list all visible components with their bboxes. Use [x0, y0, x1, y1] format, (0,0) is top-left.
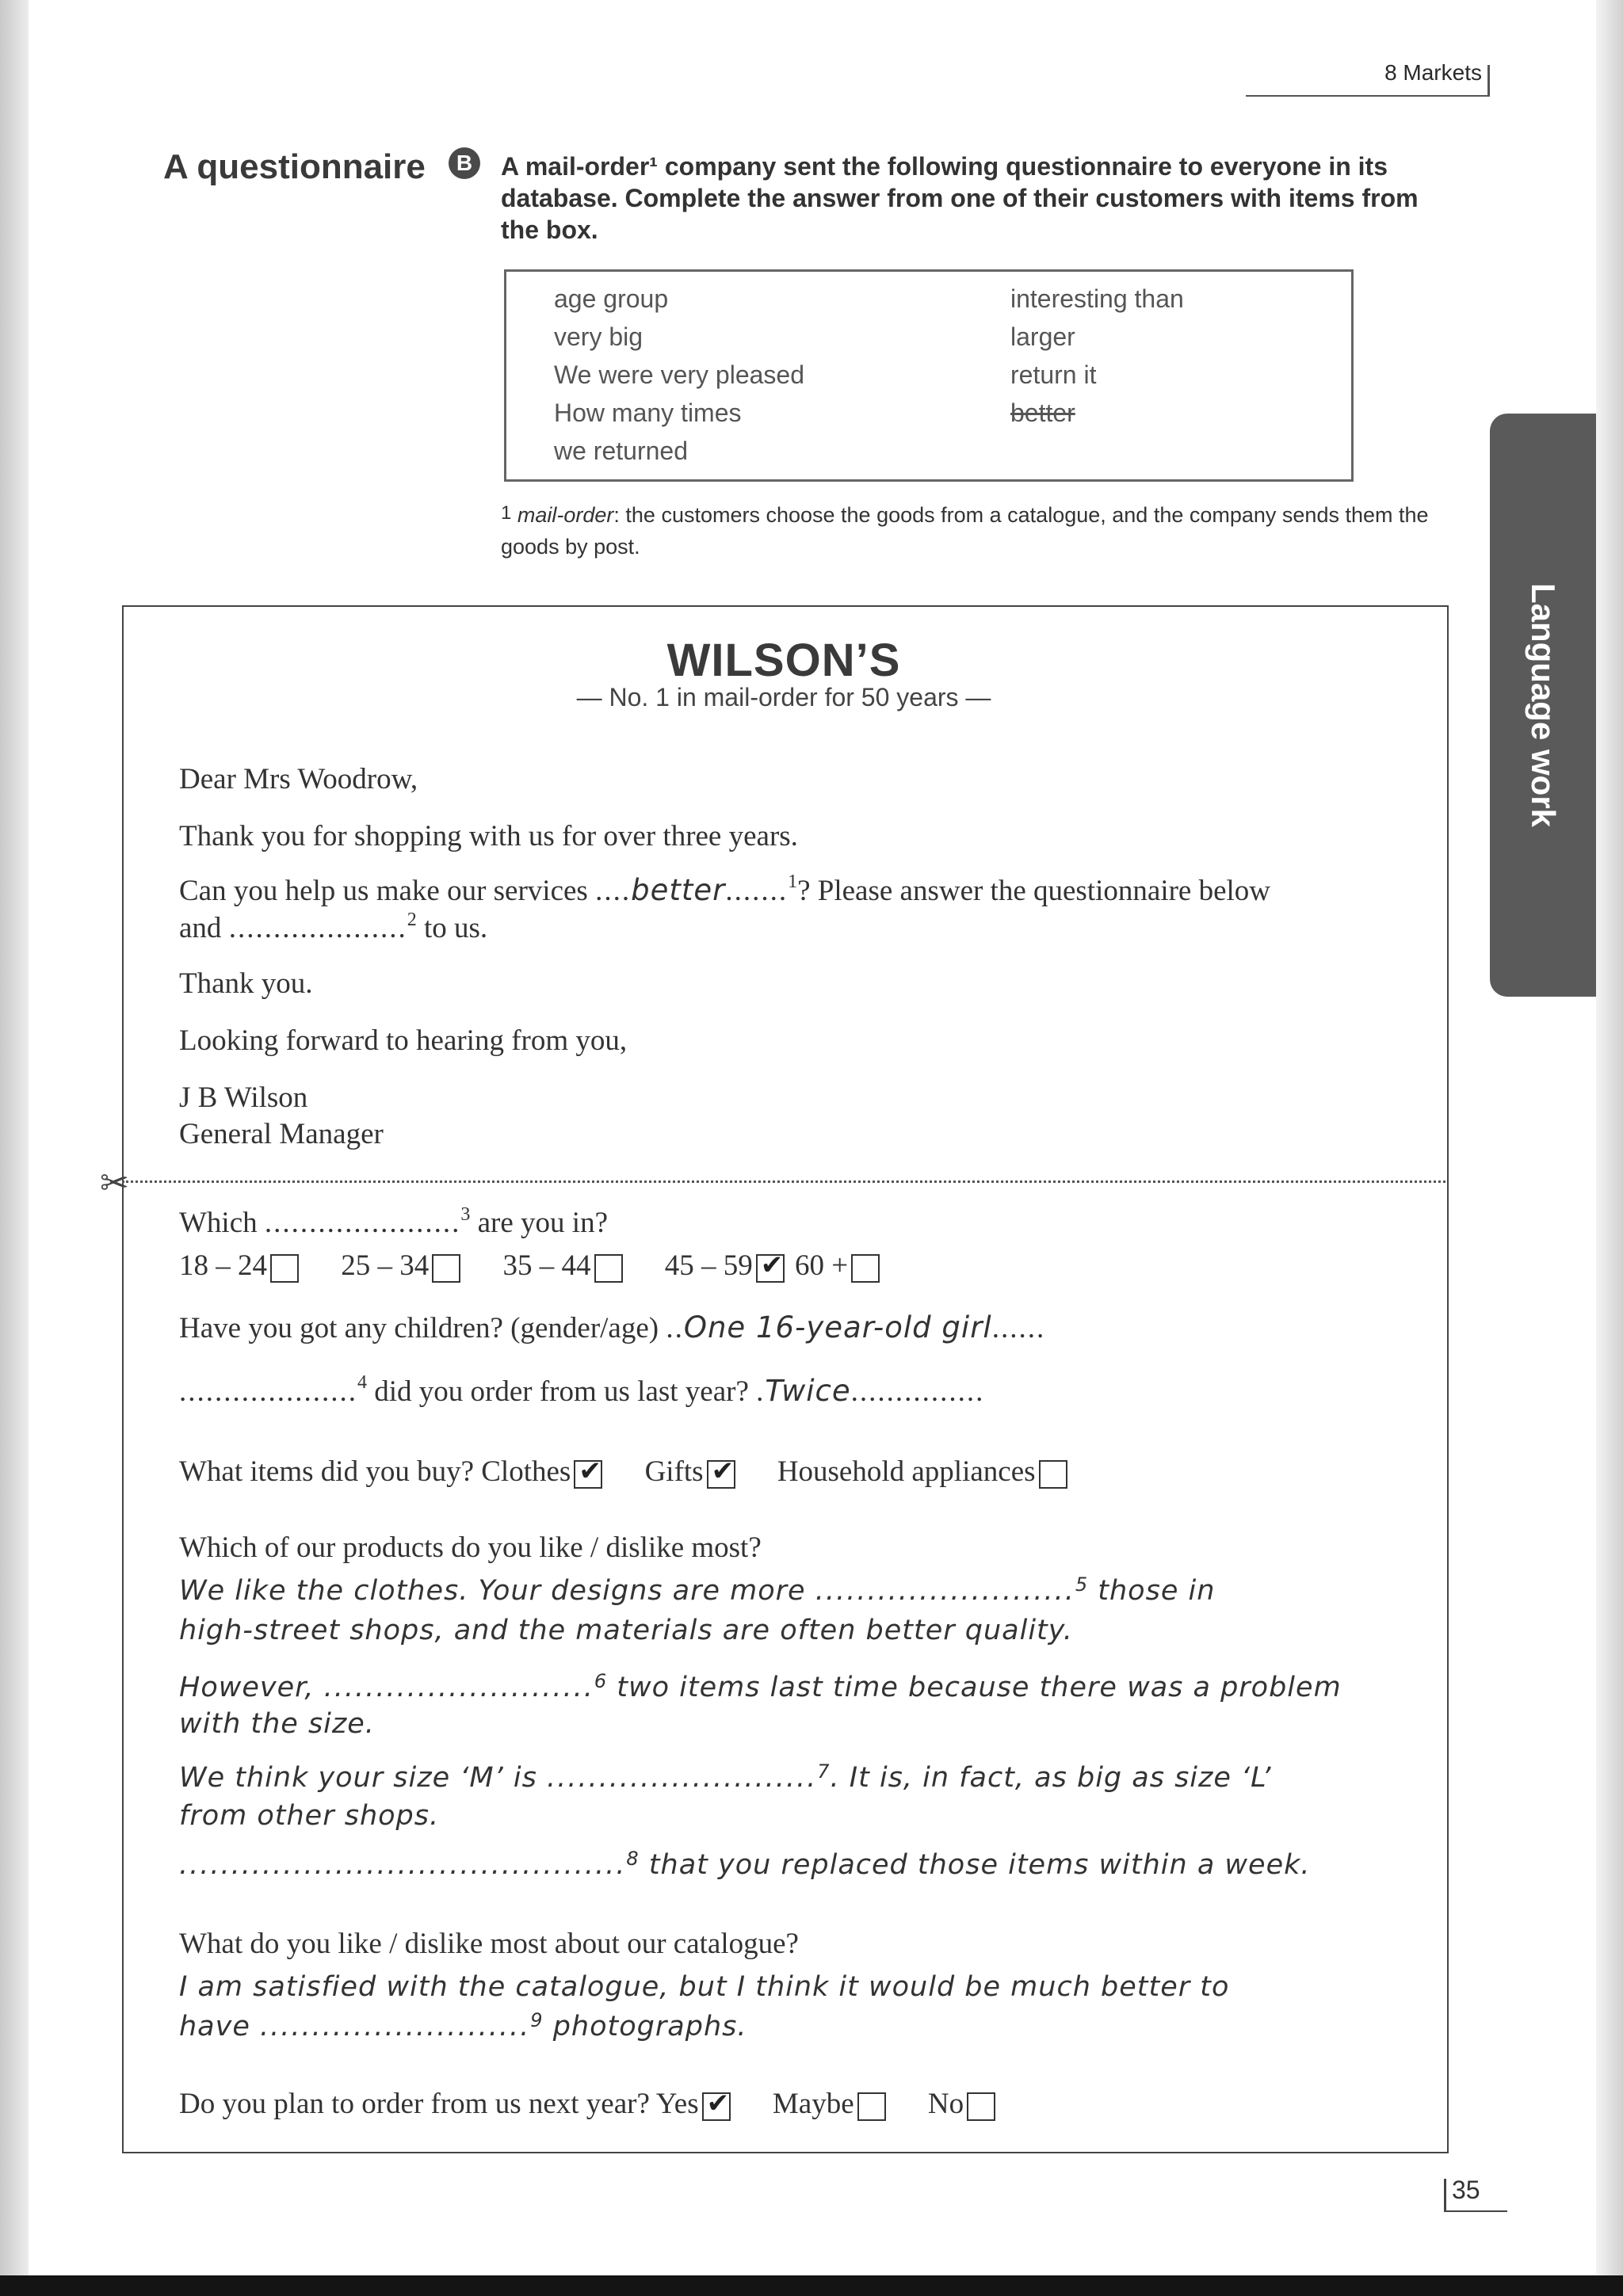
answer-products-line-6: from other shops.: [179, 1800, 440, 1832]
running-head-text: 8 Markets: [1384, 60, 1482, 85]
gap-9: ..........................: [260, 2011, 531, 2042]
age-18-24-checkbox[interactable]: [270, 1254, 299, 1283]
yes-checkbox[interactable]: [702, 2092, 731, 2121]
word-box-item-used: better: [1010, 399, 1075, 427]
word-box-item: How many times: [554, 399, 742, 427]
gap-6: ..........................: [323, 1672, 594, 1703]
clothes-checkbox[interactable]: [574, 1460, 602, 1489]
gap-8: ...........................................: [179, 1849, 627, 1881]
question-products: Which of our products do you like / dislike most?: [179, 1531, 762, 1564]
gap-4: ....................: [179, 1375, 357, 1408]
word-box-item: age group: [554, 284, 669, 313]
letter-paragraph-2-cont: and ....................$^2$ to us.: [179, 910, 488, 944]
no-checkbox[interactable]: [967, 2092, 995, 2121]
word-box-item: we returned: [554, 437, 688, 465]
word-box-column-2: [1010, 280, 1184, 432]
signer-name: J B Wilson: [179, 1081, 308, 1114]
question-catalogue: What do you like / dislike most about our catalogue?: [179, 1928, 799, 1960]
signer-title: General Manager: [179, 1118, 384, 1150]
scissors-icon: ✂: [100, 1164, 129, 1203]
letter-thanks: Thank you.: [179, 967, 313, 1000]
gap-1-answer: better: [631, 873, 726, 907]
answer-products-line-3: However, ..........................$^6$ two items last time because there was a problem: [179, 1670, 1342, 1703]
brand-name: WILSON’S: [666, 635, 901, 686]
age-60-plus-checkbox[interactable]: [851, 1254, 880, 1283]
gap-7: ..........................: [546, 1762, 818, 1794]
children-answer: One 16-year-old girl: [683, 1310, 992, 1344]
exercise-letter-badge: B: [449, 147, 480, 179]
answer-catalogue-line-1: I am satisfied with the catalogue, but I think it would be much better to: [179, 1971, 1230, 2003]
question-children: Have you got any children? (gender/age) ..One 16-year-old girl......: [179, 1310, 1046, 1344]
side-tab-label: Language work: [1525, 582, 1562, 828]
answer-catalogue-line-2: have ..........................$^9$ photographs.: [179, 2009, 747, 2042]
household-appliances-checkbox[interactable]: [1039, 1460, 1067, 1489]
brand-tagline: — No. 1 in mail-order for 50 years —: [576, 683, 991, 711]
word-box-item: larger: [1010, 322, 1075, 351]
running-head: [1246, 57, 1490, 97]
answer-products-line-5: We think your size ‘M’ is ..........................$^7$. It is, in fact, as big as size ‘L’: [179, 1760, 1272, 1794]
letter-paragraph-1: Thank you for shopping with us for over three years.: [179, 820, 798, 852]
question-next-year: Do you plan to order from us next year? Yes✔ Maybe No: [179, 2087, 999, 2121]
maybe-checkbox[interactable]: [857, 2092, 886, 2121]
question-order-count: ....................$^4$ did you order from us last year? .Twice...............: [179, 1372, 985, 1408]
gap-3: ......................: [264, 1207, 461, 1239]
gap-5: .........................: [815, 1575, 1075, 1607]
gap-2: ....................: [228, 912, 407, 944]
answer-products-line-1: We like the clothes. Your designs are more .........................$^5$ those in: [179, 1573, 1216, 1607]
page-edge: [1596, 0, 1623, 2296]
cut-line: [122, 1180, 1445, 1183]
footnote-marker: 1: [501, 502, 512, 524]
word-box-column-1: [554, 280, 804, 470]
letter-closing: Looking forward to hearing from you,: [179, 1024, 628, 1057]
footnote: [501, 499, 1436, 563]
section-title: A questionnaire: [163, 147, 426, 186]
page-gutter-shadow: [0, 0, 29, 2296]
answer-products-line-7: ...........................................$^8$ that you replaced those items within a week.: [179, 1848, 1311, 1881]
age-25-34-checkbox[interactable]: [432, 1254, 460, 1283]
age-45-59-checkbox[interactable]: [756, 1254, 785, 1283]
answer-products-line-2: high-street shops, and the materials are often better quality.: [179, 1615, 1073, 1646]
word-box-item: We were very pleased: [554, 360, 804, 389]
word-box: [504, 269, 1354, 482]
footnote-term: mail-order: [517, 503, 614, 527]
answer-products-line-4: with the size.: [179, 1708, 375, 1740]
age-options: 18 – 24 25 – 34 35 – 44 45 – 59✔ 60 +: [179, 1249, 883, 1283]
order-count-answer: Twice: [765, 1374, 851, 1408]
letter-paragraph-2: Can you help us make our services ....better.......$^1$? Please answer the questionnaire below: [179, 871, 1271, 907]
scan-bottom-edge: [0, 2275, 1623, 2296]
question-items: What items did you buy? Clothes✔ Gifts✔ Household appliances: [179, 1455, 1071, 1489]
word-box-item: very big: [554, 322, 643, 351]
exercise-instructions: A mail-order¹ company sent the following questionnaire to everyone in its database. Complete the answer from one of their customers with items from the box.: [501, 152, 1419, 244]
word-box-item: interesting than: [1010, 284, 1184, 313]
age-35-44-checkbox[interactable]: [594, 1254, 623, 1283]
footnote-text: : the customers choose the goods from a catalogue, and the company sends them the goods by post.: [501, 503, 1429, 559]
question-age-group: Which ......................$^3$ are you in?: [179, 1204, 608, 1239]
salutation: Dear Mrs Woodrow,: [179, 763, 418, 795]
gifts-checkbox[interactable]: [707, 1460, 735, 1489]
word-box-item: return it: [1010, 360, 1097, 389]
